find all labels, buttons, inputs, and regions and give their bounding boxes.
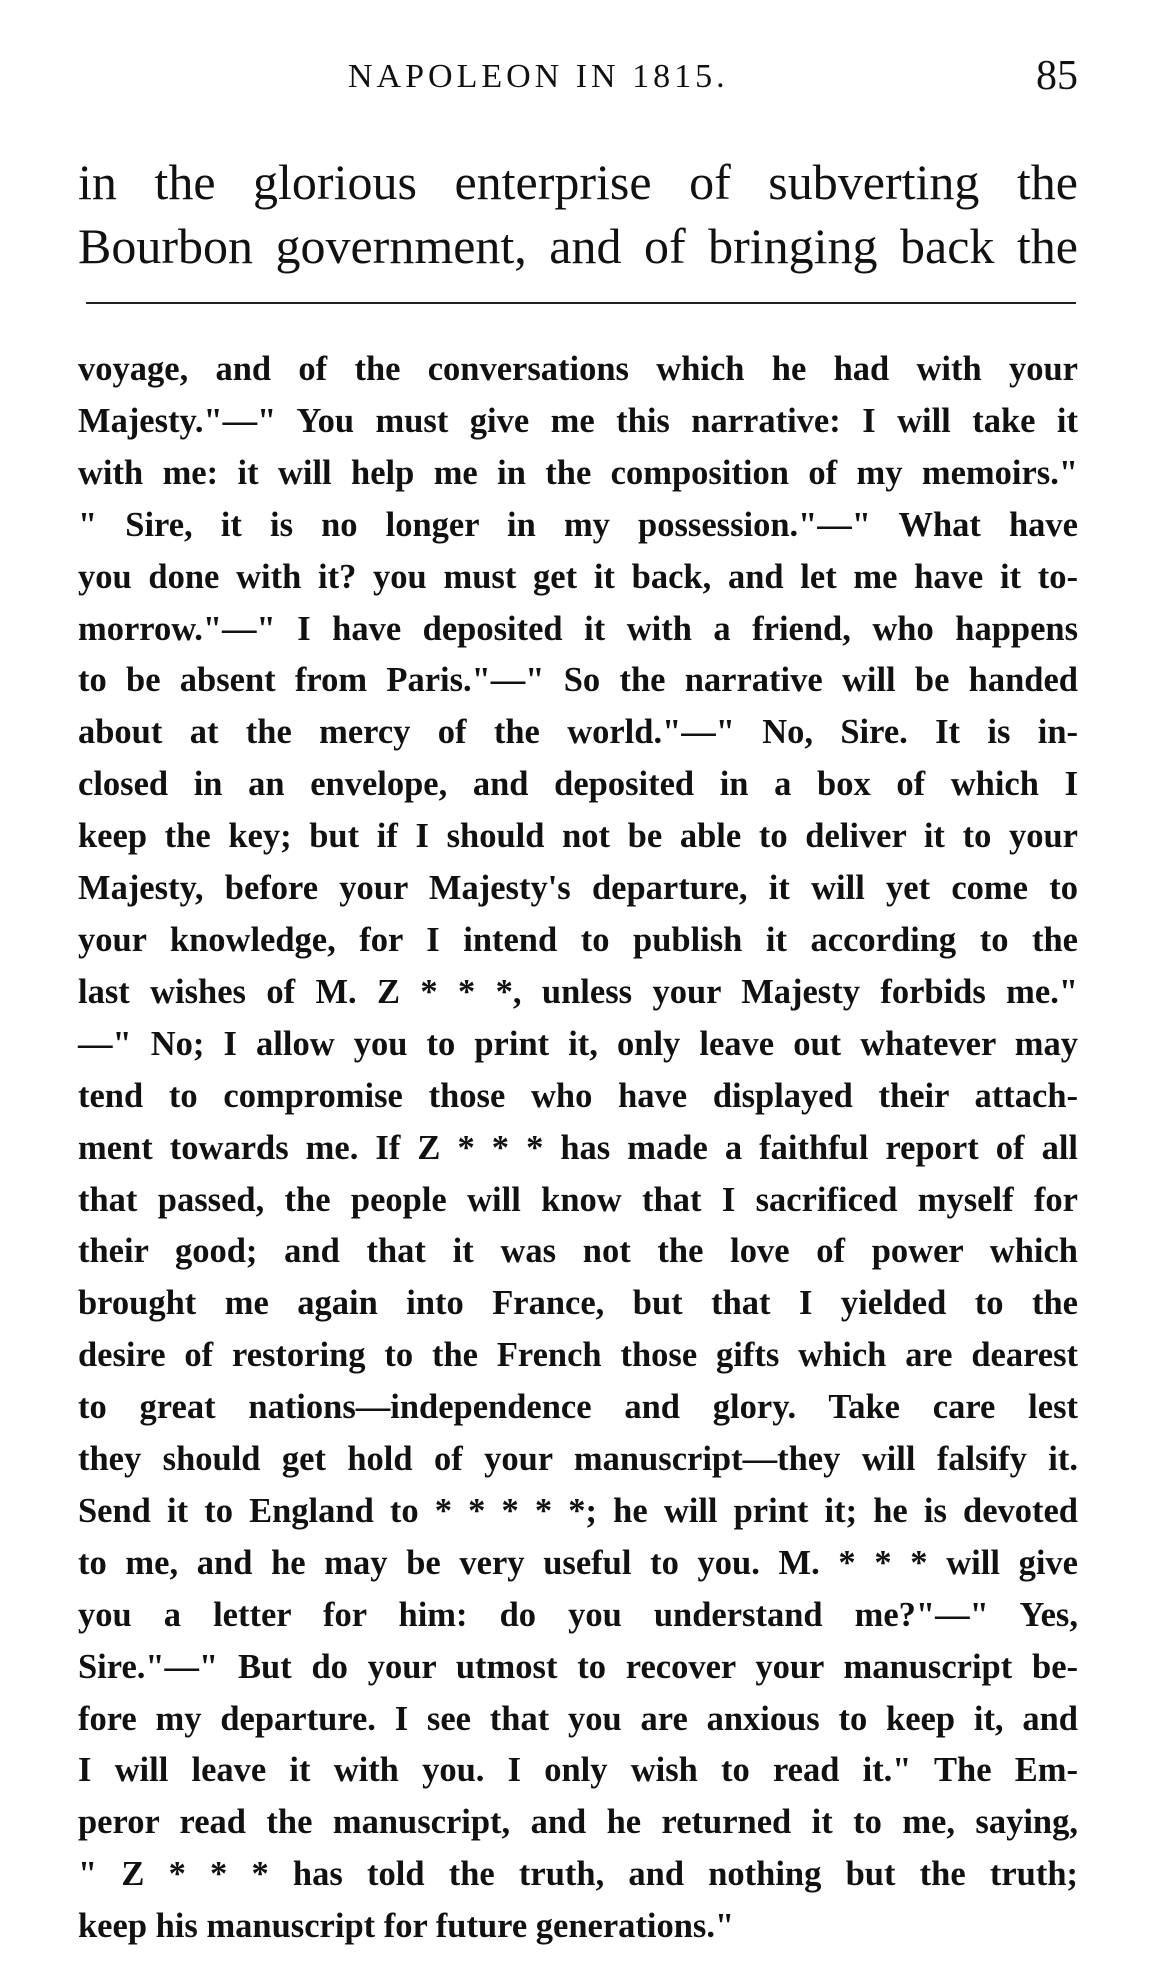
- footnote-line: desire of restoring to the French those gifts which are dearest: [78, 1336, 1078, 1375]
- footnote-line: you a letter for him: do you understand me?"—" Yes,: [78, 1595, 1078, 1634]
- footnote-line: morrow."—" I have deposited it with a friend, who happens: [78, 609, 1078, 648]
- footnote-line: about at the mercy of the world."—" No, Sire. It is in-: [78, 713, 1078, 752]
- footnote-line: Majesty."—" You must give me this narrative: I will take it: [78, 401, 1078, 440]
- footnote-line: ment towards me. If Z * * * has made a faithful report of all: [78, 1128, 1078, 1167]
- footnote-line: your knowledge, for I intend to publish it according to the: [78, 920, 1078, 959]
- footnote-line: last wishes of M. Z * * *, unless your Majesty forbids me.": [78, 972, 1078, 1011]
- footnote-line: tend to compromise those who have displayed their attach-: [78, 1076, 1078, 1115]
- page-number: 85: [1036, 53, 1078, 99]
- footnote-line: their good; and that it was not the love of power which: [78, 1232, 1078, 1271]
- footnote-line: Send it to England to * * * * *; he will print it; he is devoted: [78, 1491, 1078, 1530]
- footnote-line: keep the key; but if I should not be able to deliver it to your: [78, 817, 1078, 856]
- footnote-line: closed in an envelope, and deposited in a box of which I: [78, 765, 1078, 804]
- main-text-line: in the glorious enterprise of subverting the: [78, 154, 1078, 210]
- footnote-line: I will leave it with you. I only wish to read it." The Em-: [78, 1751, 1078, 1790]
- footnote-line: Majesty, before your Majesty's departure, it will yet come to: [78, 869, 1078, 908]
- footnote-line: with me: it will help me in the composition of my memoirs.": [78, 453, 1078, 492]
- running-title: NAPOLEON IN 1815.: [348, 58, 729, 95]
- footnote-line: " Z * * * has told the truth, and nothing but the truth;: [78, 1855, 1078, 1894]
- footnote-text: [78, 344, 1078, 1953]
- footnote-line: " Sire, it is no longer in my possession."—" What have: [78, 505, 1078, 544]
- footnote-separator: [86, 302, 1076, 304]
- footnote-line: to be absent from Paris."—" So the narrative will be handed: [78, 661, 1078, 700]
- footnote-line: fore my departure. I see that you are anxious to keep it, and: [78, 1699, 1078, 1738]
- footnote-line: to great nations—independence and glory. Take care lest: [78, 1388, 1078, 1427]
- footnote-line: Sire."—" But do your utmost to recover your manuscript be-: [78, 1647, 1078, 1686]
- footnote-line: —" No; I allow you to print it, only leave out whatever may: [78, 1024, 1078, 1063]
- footnote-line: brought me again into France, but that I yielded to the: [78, 1284, 1078, 1323]
- footnote-line: they should get hold of your manuscript—they will falsify it.: [78, 1440, 1078, 1479]
- running-head: [78, 53, 1078, 108]
- footnote-line: keep his manuscript for future generations.": [78, 1907, 735, 1946]
- main-text-line: Bourbon government, and of bringing back the: [78, 218, 1078, 274]
- footnote-line: you done with it? you must get it back, and let me have it to-: [78, 557, 1078, 596]
- footnote-line: peror read the manuscript, and he returned it to me, saying,: [78, 1803, 1078, 1842]
- footnote-line: to me, and he may be very useful to you. M. * * * will give: [78, 1543, 1078, 1582]
- footnote-line: voyage, and of the conversations which he had with your: [78, 350, 1078, 388]
- footnote-line: that passed, the people will know that I sacrificed myself for: [78, 1180, 1078, 1219]
- main-text: [78, 150, 1078, 278]
